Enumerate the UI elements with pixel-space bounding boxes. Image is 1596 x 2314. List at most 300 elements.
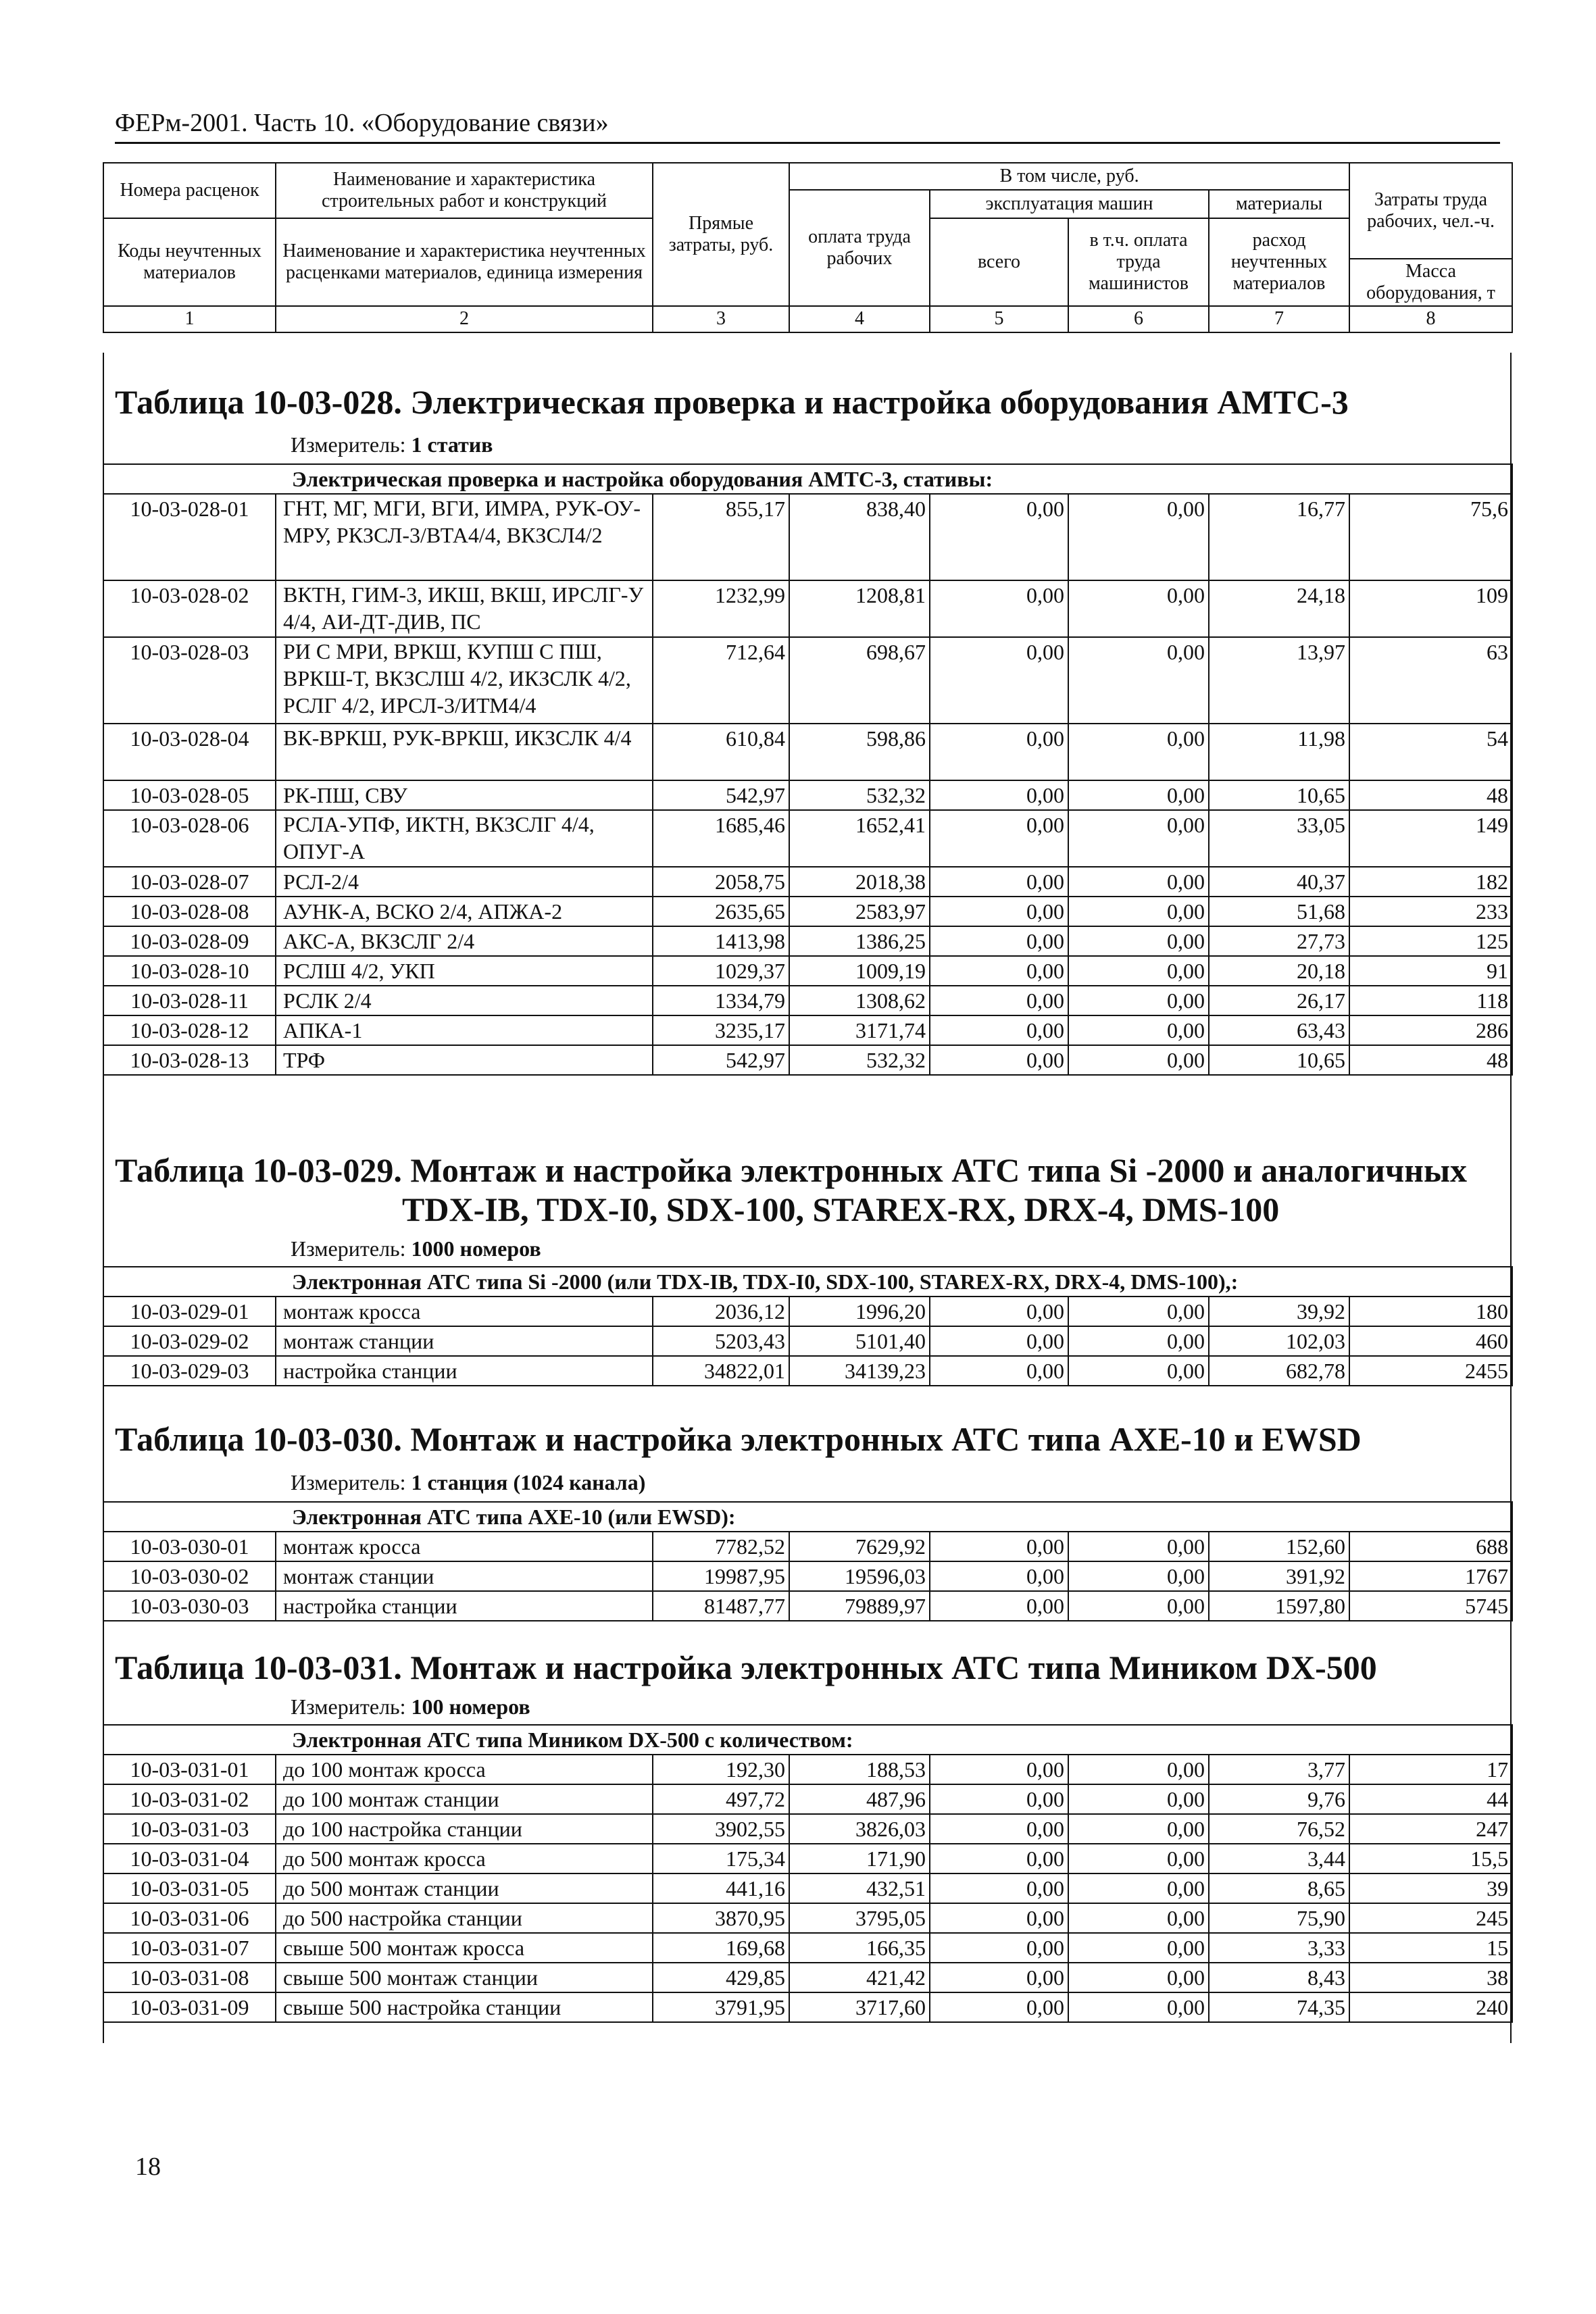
- labor-pay: 5101,40: [789, 1326, 930, 1356]
- rate-code: 10-03-031-01: [103, 1755, 276, 1784]
- direct-costs: 175,34: [653, 1844, 789, 1873]
- labor-hours: 5745: [1349, 1591, 1512, 1621]
- work-name: свыше 500 монтаж кросса: [276, 1933, 653, 1963]
- labor-pay: 1208,81: [789, 580, 930, 637]
- machines-total: 0,00: [930, 1561, 1068, 1591]
- meter: [291, 1470, 645, 1495]
- operators-pay: 0,00: [1068, 1045, 1209, 1075]
- work-name: настройка станции: [276, 1356, 653, 1386]
- labor-hours: 240: [1349, 1992, 1512, 2022]
- meter: [291, 432, 493, 457]
- machines-total: 0,00: [930, 810, 1068, 867]
- materials-cost: 3,33: [1209, 1933, 1349, 1963]
- section-title: Электронная АТС типа Si -2000 (или TDX-IB, TDX-I0, SDX-100, STAREX-RX, DRX-4, DMS-100),:: [103, 1267, 1512, 1297]
- rate-code: 10-03-030-03: [103, 1591, 276, 1621]
- rate-code: 10-03-028-01: [103, 494, 276, 580]
- col-number: 7: [1209, 306, 1349, 332]
- operators-pay: 0,00: [1068, 1755, 1209, 1784]
- table-row: [103, 780, 1512, 810]
- labor-pay: 698,67: [789, 637, 930, 724]
- labor-hours: 1767: [1349, 1561, 1512, 1591]
- work-name: монтаж станции: [276, 1561, 653, 1591]
- section-row: [103, 464, 1512, 494]
- materials-cost: 76,52: [1209, 1814, 1349, 1844]
- labor-pay: 3171,74: [789, 1015, 930, 1045]
- col-number: 5: [930, 306, 1068, 332]
- machines-total: 0,00: [930, 1963, 1068, 1992]
- col7-header: расход неучтенных материалов: [1209, 218, 1349, 306]
- materials-cost: 40,37: [1209, 867, 1349, 897]
- operators-pay: 0,00: [1068, 494, 1209, 580]
- materials-cost: 24,18: [1209, 580, 1349, 637]
- section-row: [103, 1267, 1512, 1297]
- materials-cost: 9,76: [1209, 1784, 1349, 1814]
- machines-total: 0,00: [930, 1532, 1068, 1561]
- rates-table: [103, 1724, 1513, 2023]
- table-row: [103, 580, 1512, 637]
- labor-hours: 63: [1349, 637, 1512, 724]
- rate-code: 10-03-028-12: [103, 1015, 276, 1045]
- meter-value: 1 статив: [411, 432, 493, 457]
- meter: [291, 1236, 541, 1261]
- rate-code: 10-03-028-09: [103, 926, 276, 956]
- meter: [291, 1694, 530, 1719]
- machines-total: 0,00: [930, 1903, 1068, 1933]
- machines-total: 0,00: [930, 1045, 1068, 1075]
- labor-hours: 182: [1349, 867, 1512, 897]
- table-title: Таблица 10-03-031. Монтаж и настройка электронных АТС типа Миником DX-500: [115, 1649, 1377, 1686]
- direct-costs: 1334,79: [653, 986, 789, 1015]
- col2-bottom-header: Наименование и характеристика неучтенных расценками материалов, единица измерения: [276, 218, 653, 306]
- materials-cost: 682,78: [1209, 1356, 1349, 1386]
- work-name: до 500 монтаж кросса: [276, 1844, 653, 1873]
- operators-pay: 0,00: [1068, 1903, 1209, 1933]
- labor-hours: 125: [1349, 926, 1512, 956]
- operators-pay: 0,00: [1068, 986, 1209, 1015]
- labor-hours: 149: [1349, 810, 1512, 867]
- labor-pay: 7629,92: [789, 1532, 930, 1561]
- machines-total: 0,00: [930, 1992, 1068, 2022]
- operators-pay: 0,00: [1068, 1326, 1209, 1356]
- work-name: ВКТН, ГИМ-3, ИКШ, ВКШ, ИРСЛГ-У 4/4, АИ-ДТ-ДИВ, ПС: [276, 580, 653, 637]
- machines-total: 0,00: [930, 1755, 1068, 1784]
- direct-costs: 542,97: [653, 1045, 789, 1075]
- operators-pay: 0,00: [1068, 1591, 1209, 1621]
- labor-pay: 2018,38: [789, 867, 930, 897]
- rate-code: 10-03-028-11: [103, 986, 276, 1015]
- operators-pay: 0,00: [1068, 956, 1209, 986]
- table-row: [103, 724, 1512, 780]
- work-name: монтаж станции: [276, 1326, 653, 1356]
- operators-pay: 0,00: [1068, 1356, 1209, 1386]
- materials-cost: 39,92: [1209, 1297, 1349, 1326]
- col-number: 4: [789, 306, 930, 332]
- operators-pay: 0,00: [1068, 580, 1209, 637]
- labor-pay: 171,90: [789, 1844, 930, 1873]
- table-row: [103, 897, 1512, 926]
- direct-costs: 1232,99: [653, 580, 789, 637]
- operators-pay: 0,00: [1068, 1561, 1209, 1591]
- direct-costs: 1413,98: [653, 926, 789, 956]
- labor-pay: 1996,20: [789, 1297, 930, 1326]
- direct-costs: 1685,46: [653, 810, 789, 867]
- work-name: РК-ПШ, СВУ: [276, 780, 653, 810]
- rates-table: [103, 463, 1513, 1076]
- labor-hours: 118: [1349, 986, 1512, 1015]
- meter-value: 1000 номеров: [411, 1236, 541, 1261]
- meter-value: 1 станция (1024 канала): [411, 1470, 646, 1494]
- machines-total: 0,00: [930, 580, 1068, 637]
- work-name: ГНТ, МГ, МГИ, ВГИ, ИМРА, РУК-ОУ-МРУ, РКЗСЛ-3/ВТА4/4, ВКЗСЛ4/2: [276, 494, 653, 580]
- table-row: [103, 1992, 1512, 2022]
- direct-costs: 3870,95: [653, 1903, 789, 1933]
- materials-cost: 102,03: [1209, 1326, 1349, 1356]
- rate-code: 10-03-031-08: [103, 1963, 276, 1992]
- operators-pay: 0,00: [1068, 810, 1209, 867]
- machines-total: 0,00: [930, 637, 1068, 724]
- materials-cost: 10,65: [1209, 780, 1349, 810]
- rates-table: [103, 1266, 1513, 1386]
- table-row: [103, 1326, 1512, 1356]
- machines-total: 0,00: [930, 1326, 1068, 1356]
- section-row: [103, 1502, 1512, 1532]
- operators-pay: 0,00: [1068, 637, 1209, 724]
- labor-pay: 2583,97: [789, 897, 930, 926]
- operators-pay: 0,00: [1068, 867, 1209, 897]
- group-header: В том числе, руб.: [789, 163, 1349, 190]
- rate-code: 10-03-031-05: [103, 1873, 276, 1903]
- labor-hours: 286: [1349, 1015, 1512, 1045]
- table-row: [103, 986, 1512, 1015]
- labor-hours: 247: [1349, 1814, 1512, 1844]
- machines-total: 0,00: [930, 1844, 1068, 1873]
- labor-pay: 1386,25: [789, 926, 930, 956]
- table-title-line2: TDX-IB, TDX-I0, SDX-100, STAREX-RX, DRX-4, DMS-100: [402, 1190, 1280, 1228]
- materials-cost: 51,68: [1209, 897, 1349, 926]
- labor-pay: 79889,97: [789, 1591, 930, 1621]
- table-row: [103, 494, 1512, 580]
- labor-hours: 109: [1349, 580, 1512, 637]
- table-row: [103, 1561, 1512, 1591]
- col-number: 2: [276, 306, 653, 332]
- labor-hours: 54: [1349, 724, 1512, 780]
- materials-cost: 391,92: [1209, 1561, 1349, 1591]
- col-number: 6: [1068, 306, 1209, 332]
- work-name: АУНК-А, ВСКО 2/4, АПЖА-2: [276, 897, 653, 926]
- machines-total: 0,00: [930, 1356, 1068, 1386]
- materials-cost: 8,43: [1209, 1963, 1349, 1992]
- labor-hours: 48: [1349, 780, 1512, 810]
- machines-total: 0,00: [930, 1297, 1068, 1326]
- rate-code: 10-03-028-05: [103, 780, 276, 810]
- col2-top-header: Наименование и характеристика строительных работ и конструкций: [276, 163, 653, 218]
- section-row: [103, 1725, 1512, 1755]
- col-number: 3: [653, 306, 789, 332]
- rate-code: 10-03-028-02: [103, 580, 276, 637]
- labor-pay: 188,53: [789, 1755, 930, 1784]
- materials-cost: 16,77: [1209, 494, 1349, 580]
- labor-pay: 487,96: [789, 1784, 930, 1814]
- table-row: [103, 1015, 1512, 1045]
- work-name: настройка станции: [276, 1591, 653, 1621]
- direct-costs: 5203,43: [653, 1326, 789, 1356]
- rates-table: [103, 1501, 1513, 1621]
- table-row: [103, 926, 1512, 956]
- direct-costs: 610,84: [653, 724, 789, 780]
- direct-costs: 3791,95: [653, 1992, 789, 2022]
- table-row: [103, 1814, 1512, 1844]
- meter-label: Измеритель:: [291, 1694, 406, 1719]
- col5-header: всего: [930, 218, 1068, 306]
- labor-hours: 48: [1349, 1045, 1512, 1075]
- labor-pay: 1308,62: [789, 986, 930, 1015]
- col3-header: Прямые затраты, руб.: [653, 163, 789, 306]
- table-row: [103, 867, 1512, 897]
- section-title: Электрическая проверка и настройка оборудования АМТС-3, стативы:: [103, 464, 1512, 494]
- labor-pay: 3795,05: [789, 1903, 930, 1933]
- work-name: свыше 500 настройка станции: [276, 1992, 653, 2022]
- direct-costs: 542,97: [653, 780, 789, 810]
- work-name: АКС-А, ВКЗСЛГ 2/4: [276, 926, 653, 956]
- labor-hours: 233: [1349, 897, 1512, 926]
- operators-pay: 0,00: [1068, 724, 1209, 780]
- table-row: [103, 1755, 1512, 1784]
- labor-hours: 17: [1349, 1755, 1512, 1784]
- work-name: ВК-ВРКШ, РУК-ВРКШ, ИКЗСЛК 4/4: [276, 724, 653, 780]
- rate-code: 10-03-031-02: [103, 1784, 276, 1814]
- labor-pay: 532,32: [789, 1045, 930, 1075]
- col-number: 1: [103, 306, 276, 332]
- machines-total: 0,00: [930, 867, 1068, 897]
- direct-costs: 2635,65: [653, 897, 789, 926]
- operators-pay: 0,00: [1068, 897, 1209, 926]
- machines-total: 0,00: [930, 1015, 1068, 1045]
- work-name: РСЛК 2/4: [276, 986, 653, 1015]
- machines-total: 0,00: [930, 897, 1068, 926]
- machines-total: 0,00: [930, 926, 1068, 956]
- labor-hours: 180: [1349, 1297, 1512, 1326]
- direct-costs: 192,30: [653, 1755, 789, 1784]
- labor-pay: 532,32: [789, 780, 930, 810]
- operators-pay: 0,00: [1068, 780, 1209, 810]
- page-number: 18: [135, 2153, 161, 2181]
- labor-pay: 34139,23: [789, 1356, 930, 1386]
- table-row: [103, 1532, 1512, 1561]
- materials-cost: 27,73: [1209, 926, 1349, 956]
- labor-hours: 39: [1349, 1873, 1512, 1903]
- table-row: [103, 1591, 1512, 1621]
- work-name: до 100 монтаж станции: [276, 1784, 653, 1814]
- direct-costs: 34822,01: [653, 1356, 789, 1386]
- materials-header: материалы: [1209, 190, 1349, 218]
- rate-code: 10-03-031-03: [103, 1814, 276, 1844]
- operators-pay: 0,00: [1068, 1873, 1209, 1903]
- labor-hours: 44: [1349, 1784, 1512, 1814]
- operators-pay: 0,00: [1068, 1963, 1209, 1992]
- rate-code: 10-03-031-04: [103, 1844, 276, 1873]
- direct-costs: 855,17: [653, 494, 789, 580]
- table-row: [103, 1844, 1512, 1873]
- labor-hours: 15: [1349, 1933, 1512, 1963]
- direct-costs: 19987,95: [653, 1561, 789, 1591]
- col8-top-header: Затраты труда рабочих, чел.-ч.: [1349, 163, 1512, 259]
- rate-code: 10-03-028-03: [103, 637, 276, 724]
- column-header-table: [103, 162, 1513, 333]
- labor-pay: 1009,19: [789, 956, 930, 986]
- rate-code: 10-03-028-10: [103, 956, 276, 986]
- labor-pay: 421,42: [789, 1963, 930, 1992]
- table-row: [103, 1933, 1512, 1963]
- rate-code: 10-03-028-07: [103, 867, 276, 897]
- table-row: [103, 810, 1512, 867]
- work-name: ТРФ: [276, 1045, 653, 1075]
- work-name: монтаж кросса: [276, 1532, 653, 1561]
- labor-pay: 3717,60: [789, 1992, 930, 2022]
- materials-cost: 8,65: [1209, 1873, 1349, 1903]
- labor-pay: 432,51: [789, 1873, 930, 1903]
- labor-hours: 688: [1349, 1532, 1512, 1561]
- rate-code: 10-03-031-06: [103, 1903, 276, 1933]
- table-title: Таблица 10-03-029. Монтаж и настройка электронных АТС типа Si -2000 и аналогичных: [115, 1151, 1468, 1189]
- direct-costs: 2058,75: [653, 867, 789, 897]
- work-name: РСЛШ 4/2, УКП: [276, 956, 653, 986]
- machines-total: 0,00: [930, 986, 1068, 1015]
- rate-code: 10-03-028-06: [103, 810, 276, 867]
- materials-cost: 1597,80: [1209, 1591, 1349, 1621]
- materials-cost: 152,60: [1209, 1532, 1349, 1561]
- table-row: [103, 1963, 1512, 1992]
- work-name: РИ С МРИ, ВРКШ, КУПШ С ПШ, ВРКШ-Т, ВКЗСЛШ 4/2, ИКЗСЛК 4/2, РСЛГ 4/2, ИРСЛ-3/ИТМ4/4: [276, 637, 653, 724]
- table-row: [103, 1045, 1512, 1075]
- rate-code: 10-03-030-01: [103, 1532, 276, 1561]
- table-row: [103, 956, 1512, 986]
- labor-pay: 1652,41: [789, 810, 930, 867]
- materials-cost: 3,44: [1209, 1844, 1349, 1873]
- work-name: РСЛА-УПФ, ИКТН, ВКЗСЛГ 4/4, ОПУГ-А: [276, 810, 653, 867]
- machines-total: 0,00: [930, 724, 1068, 780]
- work-name: до 500 настройка станции: [276, 1903, 653, 1933]
- table-title: Таблица 10-03-030. Монтаж и настройка электронных АТС типа АХЕ-10 и EWSD: [115, 1420, 1362, 1458]
- direct-costs: 3902,55: [653, 1814, 789, 1844]
- section-title: Электронная АТС типа Миником DX-500 с количеством:: [103, 1725, 1512, 1755]
- work-name: РСЛ-2/4: [276, 867, 653, 897]
- meter-label: Измеритель:: [291, 1470, 406, 1494]
- table-row: [103, 1784, 1512, 1814]
- section-title: Электронная АТС типа АХЕ-10 (или EWSD):: [103, 1502, 1512, 1532]
- materials-cost: 3,77: [1209, 1755, 1349, 1784]
- col4-header: оплата труда рабочих: [789, 190, 930, 306]
- labor-hours: 91: [1349, 956, 1512, 986]
- work-name: АПКА-1: [276, 1015, 653, 1045]
- materials-cost: 74,35: [1209, 1992, 1349, 2022]
- machines-total: 0,00: [930, 1814, 1068, 1844]
- direct-costs: 441,16: [653, 1873, 789, 1903]
- direct-costs: 7782,52: [653, 1532, 789, 1561]
- rate-code: 10-03-028-13: [103, 1045, 276, 1075]
- materials-cost: 10,65: [1209, 1045, 1349, 1075]
- operators-pay: 0,00: [1068, 1933, 1209, 1963]
- operators-pay: 0,00: [1068, 1992, 1209, 2022]
- labor-hours: 460: [1349, 1326, 1512, 1356]
- machines-total: 0,00: [930, 780, 1068, 810]
- direct-costs: 81487,77: [653, 1591, 789, 1621]
- direct-costs: 497,72: [653, 1784, 789, 1814]
- labor-hours: 245: [1349, 1903, 1512, 1933]
- operators-pay: 0,00: [1068, 1297, 1209, 1326]
- rate-code: 10-03-031-07: [103, 1933, 276, 1963]
- labor-hours: 75,6: [1349, 494, 1512, 580]
- rate-code: 10-03-028-08: [103, 897, 276, 926]
- table-row: [103, 1356, 1512, 1386]
- direct-costs: 429,85: [653, 1963, 789, 1992]
- work-name: до 100 монтаж кросса: [276, 1755, 653, 1784]
- materials-cost: 26,17: [1209, 986, 1349, 1015]
- machines-total: 0,00: [930, 956, 1068, 986]
- meter-label: Измеритель:: [291, 432, 406, 457]
- machines-total: 0,00: [930, 1784, 1068, 1814]
- machines-header: эксплуатация машин: [930, 190, 1209, 218]
- col1-top-header: Номера расценок: [103, 163, 276, 218]
- labor-hours: 15,5: [1349, 1844, 1512, 1873]
- col-number: 8: [1349, 306, 1512, 332]
- col1-bottom-header: Коды неучтенных материалов: [103, 218, 276, 306]
- work-name: свыше 500 монтаж станции: [276, 1963, 653, 1992]
- table-title: Таблица 10-03-028. Электрическая проверка и настройка оборудования АМТС-3: [115, 383, 1349, 421]
- table-row: [103, 1903, 1512, 1933]
- direct-costs: 1029,37: [653, 956, 789, 986]
- machines-total: 0,00: [930, 1873, 1068, 1903]
- page-header: ФЕРм-2001. Часть 10. «Оборудование связи»: [115, 108, 1500, 144]
- meter-label: Измеритель:: [291, 1236, 406, 1261]
- labor-pay: 166,35: [789, 1933, 930, 1963]
- table-row: [103, 1297, 1512, 1326]
- rate-code: 10-03-028-04: [103, 724, 276, 780]
- direct-costs: 3235,17: [653, 1015, 789, 1045]
- rate-code: 10-03-031-09: [103, 1992, 276, 2022]
- operators-pay: 0,00: [1068, 926, 1209, 956]
- machines-total: 0,00: [930, 1933, 1068, 1963]
- col8-bottom-header: Масса оборудования, т: [1349, 259, 1512, 306]
- operators-pay: 0,00: [1068, 1015, 1209, 1045]
- rate-code: 10-03-029-02: [103, 1326, 276, 1356]
- work-name: монтаж кросса: [276, 1297, 653, 1326]
- rate-code: 10-03-029-03: [103, 1356, 276, 1386]
- materials-cost: 13,97: [1209, 637, 1349, 724]
- materials-cost: 63,43: [1209, 1015, 1349, 1045]
- direct-costs: 712,64: [653, 637, 789, 724]
- table-row: [103, 637, 1512, 724]
- machines-total: 0,00: [930, 494, 1068, 580]
- operators-pay: 0,00: [1068, 1844, 1209, 1873]
- work-name: до 500 монтаж станции: [276, 1873, 653, 1903]
- operators-pay: 0,00: [1068, 1532, 1209, 1561]
- direct-costs: 169,68: [653, 1933, 789, 1963]
- labor-pay: 598,86: [789, 724, 930, 780]
- work-name: до 100 настройка станции: [276, 1814, 653, 1844]
- materials-cost: 33,05: [1209, 810, 1349, 867]
- rate-code: 10-03-030-02: [103, 1561, 276, 1591]
- labor-pay: 3826,03: [789, 1814, 930, 1844]
- labor-pay: 19596,03: [789, 1561, 930, 1591]
- materials-cost: 20,18: [1209, 956, 1349, 986]
- operators-pay: 0,00: [1068, 1784, 1209, 1814]
- machines-total: 0,00: [930, 1591, 1068, 1621]
- col6-header: в т.ч. оплата труда машинистов: [1068, 218, 1209, 306]
- table-row: [103, 1873, 1512, 1903]
- labor-hours: 38: [1349, 1963, 1512, 1992]
- meter-value: 100 номеров: [411, 1694, 530, 1719]
- labor-pay: 838,40: [789, 494, 930, 580]
